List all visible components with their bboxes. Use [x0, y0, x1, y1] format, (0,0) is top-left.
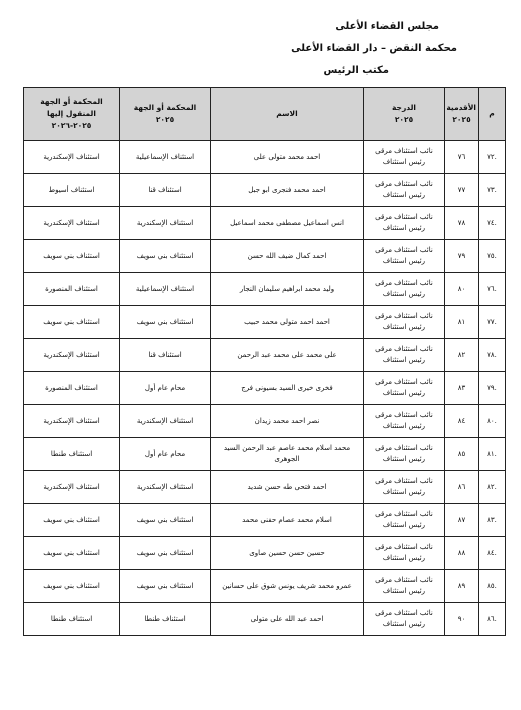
cell-grade: نائب استئناف مرقى رئيس استئناف [364, 372, 445, 405]
cell-num: .٧٤ [479, 207, 506, 240]
table-row [24, 504, 506, 537]
header-moved-label: المحكمة أو الجهة [40, 97, 103, 106]
header-name: الاسم [211, 88, 364, 141]
cell-court: استئناف قنا [120, 339, 211, 372]
cell-seniority: ٩٠ [445, 603, 479, 636]
cell-moved: استئناف بني سويف [24, 306, 120, 339]
cell-grade: نائب استئناف مرقى رئيس استئناف [364, 504, 445, 537]
table-row [24, 174, 506, 207]
cell-name: محمد اسلام محمد عاصم عبد الرحمن السيد الجوهرى [211, 438, 364, 471]
cell-seniority: ٧٧ [445, 174, 479, 207]
letterhead [237, 16, 457, 82]
cell-court: استئناف الإسماعيلية [120, 273, 211, 306]
cell-name: فخرى خيرى السيد بسيونى فرج [211, 372, 364, 405]
cell-seniority: ٨٢ [445, 339, 479, 372]
cell-court: محام عام أول [120, 372, 211, 405]
cell-court: استئناف بني سويف [120, 537, 211, 570]
cell-num: .٧٦ [479, 273, 506, 306]
cell-grade: نائب استئناف مرقى رئيس استئناف [364, 603, 445, 636]
cell-moved: استئناف طنطا [24, 438, 120, 471]
cell-num: .٧٧ [479, 306, 506, 339]
cell-court: استئناف طنطا [120, 603, 211, 636]
cell-court: استئناف الإسماعيلية [120, 141, 211, 174]
cell-num: .٨٢ [479, 471, 506, 504]
cell-moved: استئناف الإسكندرية [24, 141, 120, 174]
cell-seniority: ٧٨ [445, 207, 479, 240]
table-row [24, 405, 506, 438]
header-moved [24, 88, 120, 141]
cell-num: .٨٤ [479, 537, 506, 570]
cell-name: احمد محمد متولى على [211, 141, 364, 174]
cell-name: انس اسماعيل مصطفى محمد اسماعيل [211, 207, 364, 240]
cell-grade: نائب استئناف مرقى رئيس استئناف [364, 207, 445, 240]
cell-name: حسين حسن حسين صاوى [211, 537, 364, 570]
cell-num: .٨٦ [479, 603, 506, 636]
council-title: مجلس القضاء الأعلى [335, 21, 439, 32]
header-court-label: المحكمة أو الجهة [133, 103, 197, 112]
cell-name: احمد عبد الله على متولى [211, 603, 364, 636]
cell-court: استئناف الإسكندرية [120, 405, 211, 438]
table-row [24, 603, 506, 636]
cell-name: احمد كمال ضيف الله حسن [211, 240, 364, 273]
header-moved-year: ٢٠٢٥-٢٠٢٦ [51, 121, 92, 130]
cell-grade: نائب استئناف مرقى رئيس استئناف [364, 471, 445, 504]
cell-num: .٧٣ [479, 174, 506, 207]
cell-name: احمد فتحى طه حسن شديد [211, 471, 364, 504]
cell-seniority: ٨٨ [445, 537, 479, 570]
cell-moved: استئناف المنصورة [24, 273, 120, 306]
table-row [24, 273, 506, 306]
cell-seniority: ٧٦ [445, 141, 479, 174]
cell-name: على محمد على محمد عبد الرحمن [211, 339, 364, 372]
header-grade [364, 88, 445, 141]
table-row [24, 438, 506, 471]
cell-court: استئناف بني سويف [120, 504, 211, 537]
cell-moved: استئناف طنطا [24, 603, 120, 636]
cell-num: .٨٣ [479, 504, 506, 537]
table-row [24, 537, 506, 570]
cell-name: احمد محمد فنجرى ابو جبل [211, 174, 364, 207]
cell-grade: نائب استئناف مرقى رئيس استئناف [364, 306, 445, 339]
cell-moved: استئناف الإسكندرية [24, 405, 120, 438]
cell-seniority: ٨١ [445, 306, 479, 339]
cell-court: استئناف قنا [120, 174, 211, 207]
cell-num: .٧٩ [479, 372, 506, 405]
header-court-year: ٢٠٢٥ [155, 115, 175, 124]
cell-seniority: ٨٦ [445, 471, 479, 504]
cell-name: اسلام محمد عصام حفنى محمد [211, 504, 364, 537]
cell-court: استئناف الإسكندرية [120, 471, 211, 504]
cell-name: وليد محمد ابراهيم سليمان النجار [211, 273, 364, 306]
cell-num: .٨٠ [479, 405, 506, 438]
cell-grade: نائب استئناف مرقى رئيس استئناف [364, 240, 445, 273]
table-row [24, 141, 506, 174]
cell-grade: نائب استئناف مرقى رئيس استئناف [364, 174, 445, 207]
cell-moved: استئناف بني سويف [24, 504, 120, 537]
table-row [24, 240, 506, 273]
cell-moved: استئناف بني سويف [24, 240, 120, 273]
header-grade-label: الدرجة [392, 103, 416, 112]
cell-name: نصر احمد محمد زيدان [211, 405, 364, 438]
cell-num: .٧٢ [479, 141, 506, 174]
cell-num: .٨٥ [479, 570, 506, 603]
table-row [24, 471, 506, 504]
header-num: م [479, 88, 506, 141]
cell-name: احمد احمد متولى محمد حبيب [211, 306, 364, 339]
cell-seniority: ٧٩ [445, 240, 479, 273]
cell-num: .٧٥ [479, 240, 506, 273]
header-moved-sublabel: المنقول إليها [47, 109, 96, 118]
header-court [120, 88, 211, 141]
cell-seniority: ٨٩ [445, 570, 479, 603]
cell-court: محام عام أول [120, 438, 211, 471]
cell-seniority: ٨٧ [445, 504, 479, 537]
table-header-row [24, 88, 506, 141]
header-seniority-label: الأقدمية [446, 103, 476, 112]
cell-moved: استئناف أسيوط [24, 174, 120, 207]
cell-seniority: ٨٣ [445, 372, 479, 405]
judges-table [23, 87, 506, 636]
cell-moved: استئناف بني سويف [24, 537, 120, 570]
cell-court: استئناف بني سويف [120, 240, 211, 273]
cell-num: .٨١ [479, 438, 506, 471]
table-row [24, 207, 506, 240]
header-seniority-year: ٢٠٢٥ [452, 115, 471, 124]
cell-moved: استئناف الإسكندرية [24, 471, 120, 504]
cell-moved: استئناف الإسكندرية [24, 207, 120, 240]
cell-num: .٧٨ [479, 339, 506, 372]
cell-seniority: ٨٤ [445, 405, 479, 438]
cell-grade: نائب استئناف مرقى رئيس استئناف [364, 438, 445, 471]
cell-court: استئناف بني سويف [120, 570, 211, 603]
table-row [24, 372, 506, 405]
cell-moved: استئناف بني سويف [24, 570, 120, 603]
header-grade-year: ٢٠٢٥ [394, 115, 414, 124]
cell-seniority: ٨٠ [445, 273, 479, 306]
table-row [24, 306, 506, 339]
table-row [24, 339, 506, 372]
cell-court: استئناف الإسكندرية [120, 207, 211, 240]
cell-name: عمرو محمد شريف يونس شوق على حسانين [211, 570, 364, 603]
table-row [24, 570, 506, 603]
cell-court: استئناف بني سويف [120, 306, 211, 339]
cell-grade: نائب استئناف مرقى رئيس استئناف [364, 570, 445, 603]
cell-seniority: ٨٥ [445, 438, 479, 471]
cell-grade: نائب استئناف مرقى رئيس استئناف [364, 405, 445, 438]
court-title: محكمة النقض – دار القضاء الأعلى [291, 43, 457, 54]
header-seniority [445, 88, 479, 141]
cell-grade: نائب استئناف مرقى رئيس استئناف [364, 141, 445, 174]
cell-grade: نائب استئناف مرقى رئيس استئناف [364, 339, 445, 372]
cell-grade: نائب استئناف مرقى رئيس استئناف [364, 273, 445, 306]
cell-moved: استئناف الإسكندرية [24, 339, 120, 372]
cell-grade: نائب استئناف مرقى رئيس استئناف [364, 537, 445, 570]
office-title: مكتب الرئيس [323, 65, 389, 76]
cell-moved: استئناف المنصورة [24, 372, 120, 405]
